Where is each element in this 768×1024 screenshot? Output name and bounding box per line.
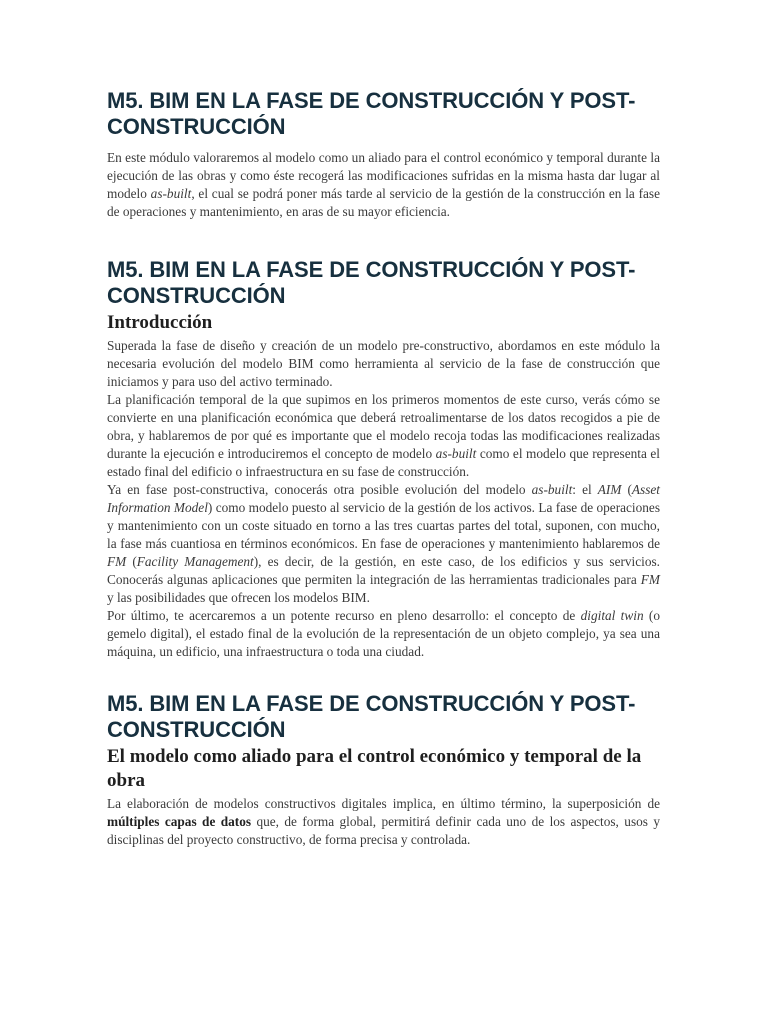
text-run: ), es decir, de la gestión, en este caso, de los edificios y sus servicios. Conocerás algunas aplicaciones que permiten la integración de las herramientas tradicionales para [107,554,660,587]
section-heading: M5. BIM EN LA FASE DE CONSTRUCCIÓN Y POST-CONSTRUCCIÓN [107,88,636,139]
text-run: Superada la fase de diseño y creación de un modelo pre-constructivo, abordamos en este módulo la necesaria evolución del modelo BIM como herramienta al servicio de la fase de construcción que iniciamos y para uso del activo terminado. [107,338,660,389]
text-run: ( [126,554,137,569]
emphasis-text: as-built [435,446,477,461]
emphasis-text: AIM [597,482,622,497]
paragraph [107,337,660,391]
section-introduccion [107,257,660,661]
document-page [107,88,660,849]
paragraph [107,795,660,849]
text-run: y las posibilidades que ofrecen los modelos BIM. [107,590,370,605]
text-run: En este módulo valoraremos al modelo como un aliado para el control económico y temporal durante la ejecución de las obras y como éste recogerá las modificaciones sufridas en la misma hasta dar lugar al modelo [107,150,660,201]
text-run: Por último, te acercaremos a un potente recurso en pleno desarrollo: el concepto de [107,608,581,623]
bold-text: múltiples capas de datos [107,814,252,829]
emphasis-text: FM [640,572,660,587]
section-heading: M5. BIM EN LA FASE DE CONSTRUCCIÓN Y POST-CONSTRUCCIÓN [107,691,636,742]
section-heading: M5. BIM EN LA FASE DE CONSTRUCCIÓN Y POST-CONSTRUCCIÓN [107,257,636,308]
section-subheading: Introducción [107,312,213,333]
text-run: : el [572,482,598,497]
text-run: (o gemelo digital), el estado final de la evolución de la representación de un objeto complejo, ya sea una máquina, un edificio, una infraestructura o toda una ciudad. [107,608,660,659]
section-body [107,337,660,661]
paragraph [107,149,660,221]
text-run: , el cual se podrá poner más tarde al servicio de la gestión de la construcción en la fase de operaciones y mantenimiento, en aras de su mayor eficiencia. [107,186,660,219]
text-run: La elaboración de modelos constructivos digitales implica, en último término, la superposición de [107,796,660,811]
emphasis-text: digital twin [580,608,644,623]
paragraph [107,391,660,481]
paragraph [107,481,660,607]
section-body [107,795,660,849]
emphasis-text: as-built [531,482,573,497]
text-run: como el modelo que representa el estado final del edificio o infraestructura en su fase de construcción. [107,446,660,479]
paragraph [107,607,660,661]
emphasis-text: Facility Management [136,554,254,569]
emphasis-text: as-built [150,186,192,201]
text-run: La planificación temporal de la que supimos en los primeros momentos de este curso, verás cómo se convierte en una planificación económica que deberá retroalimentarse de los datos recogidos a pie de obra, y hablaremos de por qué es importante que el modelo recoja todas las modificaciones realizadas durante la ejecución e introduciremos el concepto de modelo [107,392,660,461]
text-run: ( [621,482,632,497]
emphasis-text: FM [107,554,127,569]
text-run: Ya en fase post-constructiva, conocerás otra posible evolución del modelo [107,482,532,497]
section-intro-summary [107,88,660,221]
section-modelo-aliado [107,691,660,849]
section-body [107,149,660,221]
text-run: que, de forma global, permitirá definir cada uno de los aspectos, usos y disciplinas del proyecto constructivo, de forma precisa y controlada. [107,814,660,847]
emphasis-text: Asset Information Model [107,482,660,515]
text-run: ) como modelo puesto al servicio de la gestión de los activos. La fase de operaciones y mantenimiento con un coste situado en torno a las tres cuartas partes del total, suponen, con mucho, la fase más cuantiosa en términos económicos. En fase de operaciones y mantenimiento hablaremos de [107,500,660,551]
section-subheading: El modelo como aliado para el control económico y temporal de la obra [107,746,642,791]
